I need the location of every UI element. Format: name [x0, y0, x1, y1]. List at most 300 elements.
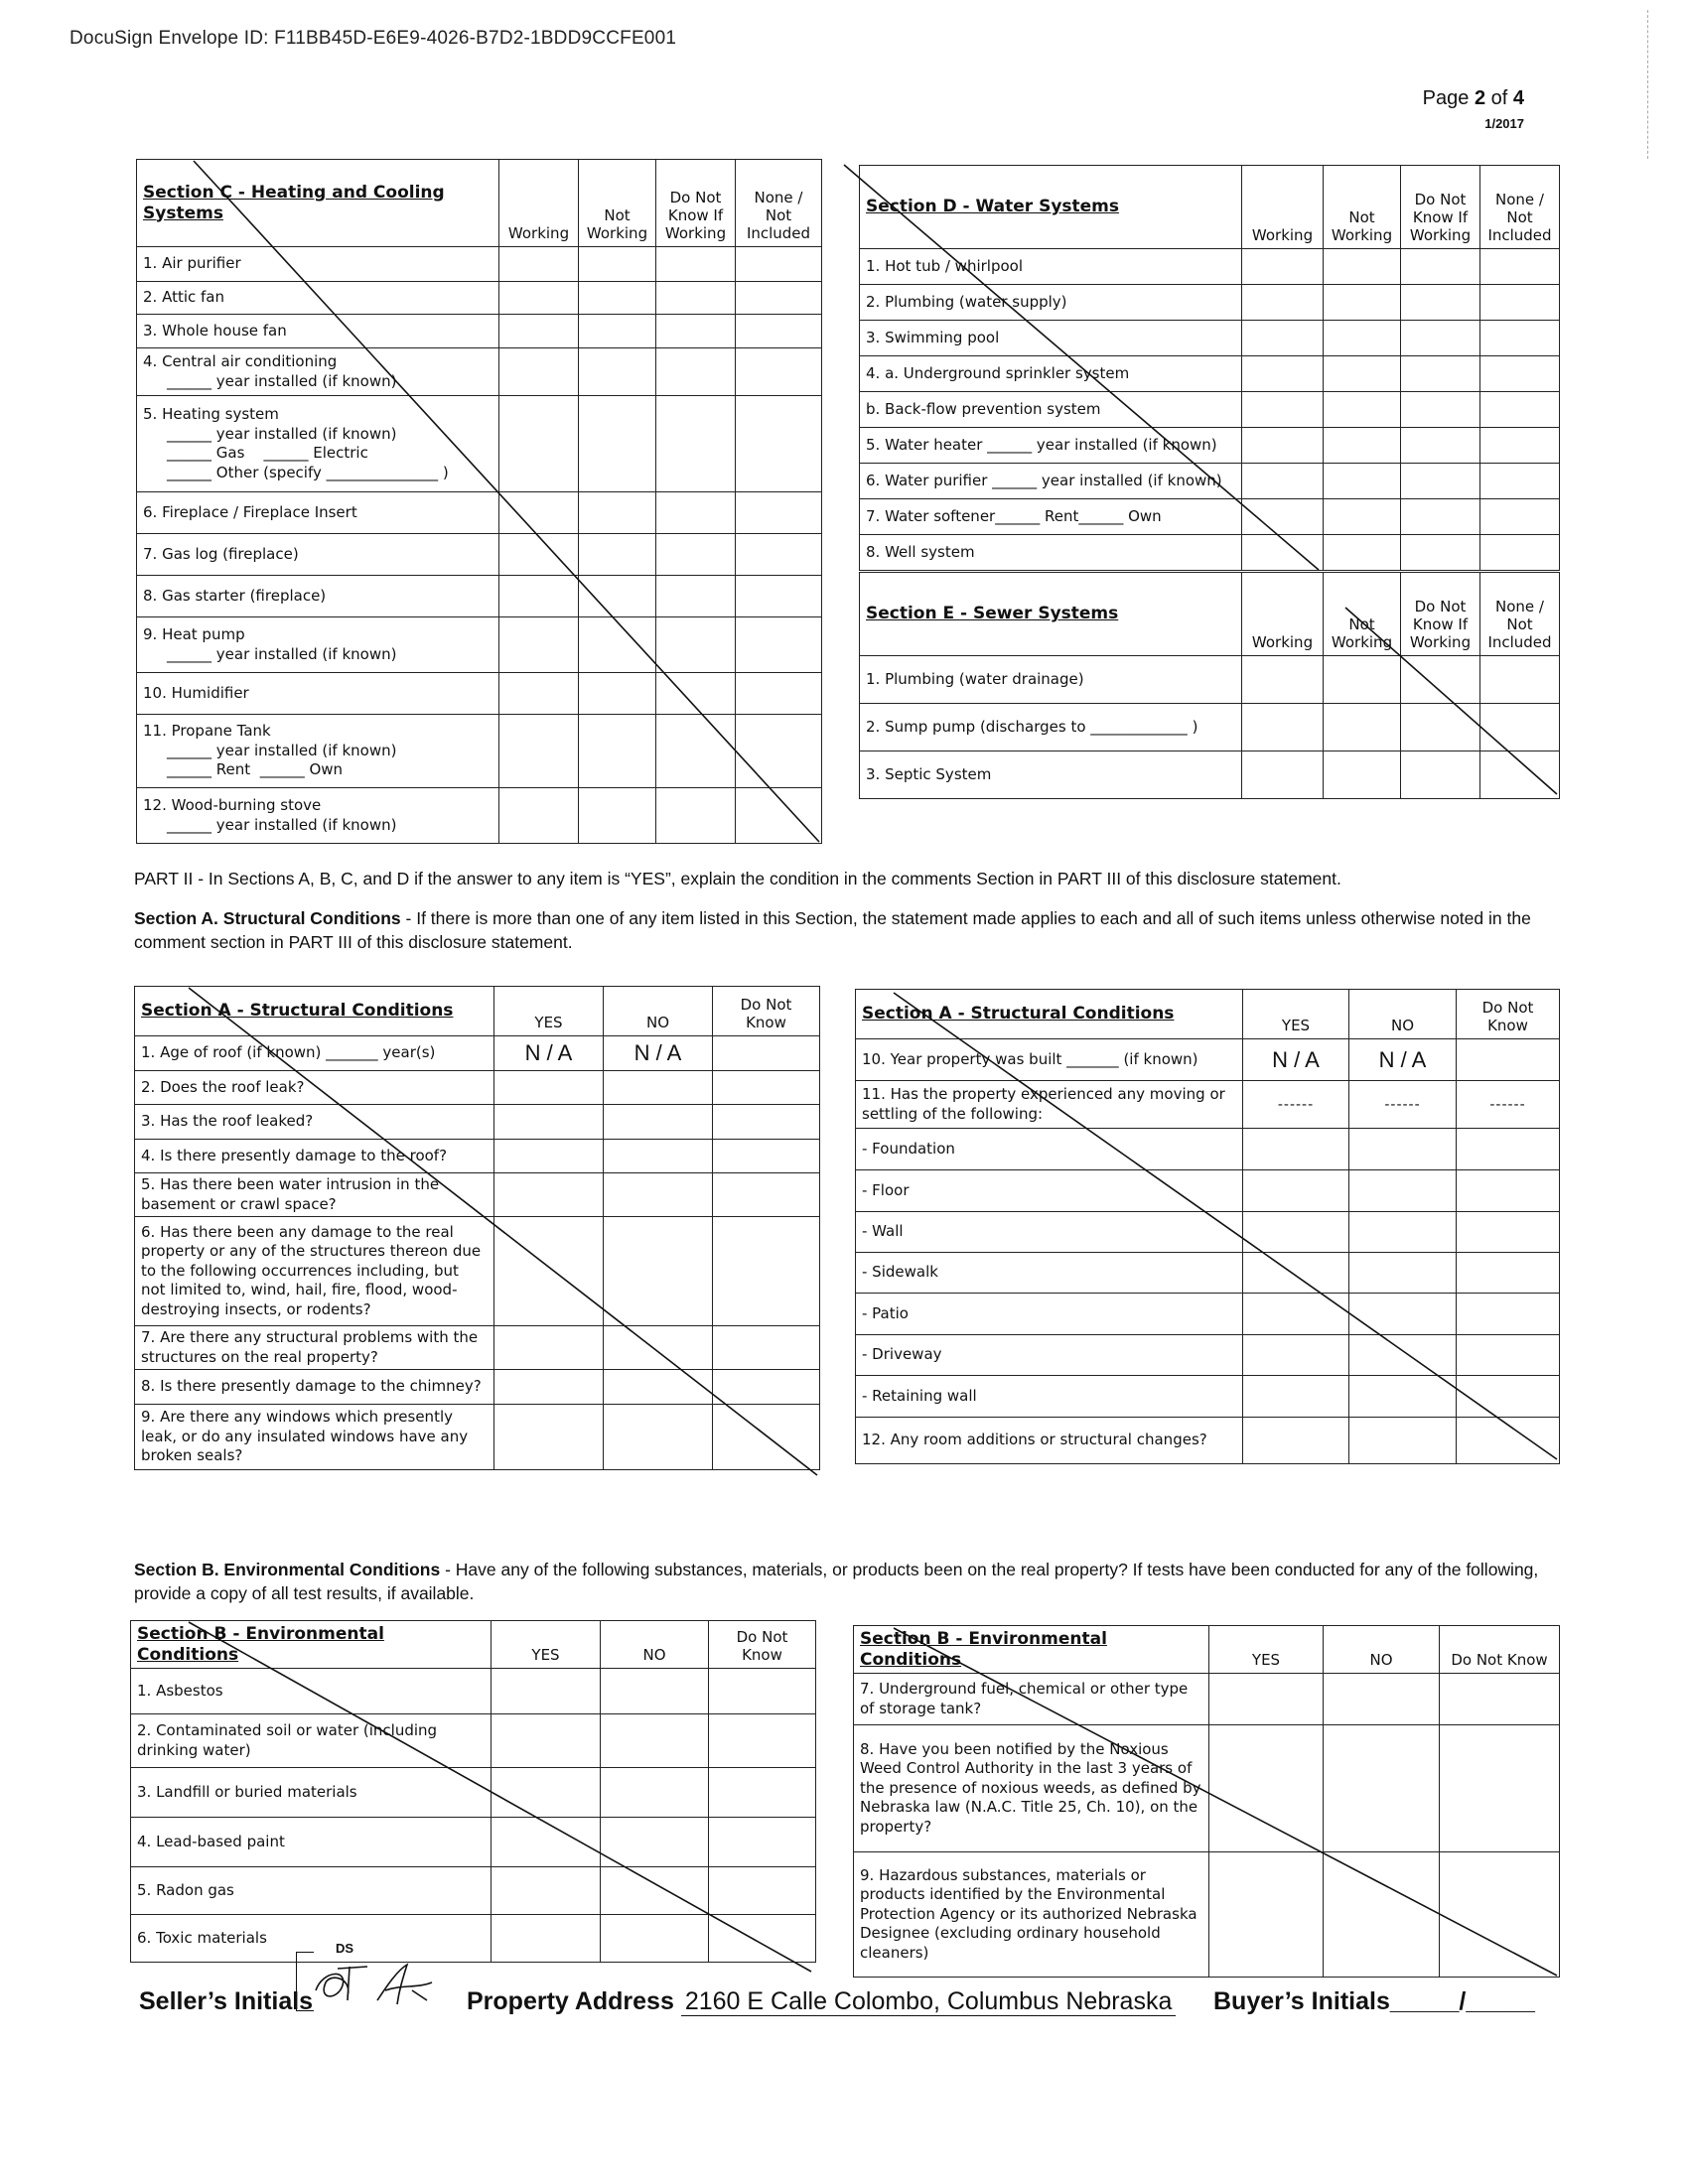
item-contaminated-soil: 2. Contaminated soil or water (including drinking water) [131, 1714, 492, 1768]
section-d-title: Section D - Water Systems [860, 166, 1242, 249]
dash-no: ------ [1349, 1081, 1457, 1129]
roof-age-no[interactable]: N / A [604, 1036, 713, 1071]
cell-checkbox[interactable] [1243, 1212, 1349, 1253]
cell-checkbox[interactable] [713, 1370, 820, 1405]
cell-checkbox[interactable] [1480, 751, 1560, 799]
propane-label: 11. Propane Tank [143, 722, 271, 741]
address-value[interactable]: 2160 E Calle Colombo, Columbus Nebraska [681, 1987, 1177, 2016]
col-none: None / Not Included [1480, 166, 1560, 249]
cell-checkbox[interactable] [1480, 392, 1560, 428]
page-of: of [1490, 87, 1508, 109]
item-well-system: 8. Well system [860, 535, 1242, 571]
col-no: NO [604, 987, 713, 1036]
cell-checkbox[interactable] [601, 1915, 709, 1963]
heat-pump-label: 9. Heat pump [143, 625, 245, 643]
item-heating-system [137, 396, 499, 492]
item-hot-tub: 1. Hot tub / whirlpool [860, 249, 1242, 285]
item-heat-pump [137, 617, 499, 673]
heat-pump-year[interactable]: ______ year installed (if known) [167, 644, 397, 663]
cell-checkbox[interactable] [494, 1071, 604, 1105]
item-attic-fan: 2. Attic fan [137, 282, 499, 315]
section-b-left-table [130, 1620, 816, 1963]
cell-checkbox[interactable] [1480, 535, 1560, 571]
section-b-intro [134, 1559, 1554, 1605]
cell-checkbox[interactable] [1209, 1852, 1324, 1978]
item-driveway: - Driveway [856, 1335, 1243, 1376]
item-gas-starter: 8. Gas starter (fireplace) [137, 576, 499, 617]
cell-checkbox[interactable] [499, 247, 579, 282]
col-do-not-know: Do Not Know If Working [656, 160, 736, 247]
cell-checkbox[interactable] [1324, 392, 1401, 428]
cell-checkbox[interactable] [736, 617, 822, 673]
cell-checkbox[interactable] [499, 576, 579, 617]
page-current: 2 [1474, 87, 1486, 109]
cell-checkbox[interactable] [1324, 285, 1401, 321]
cell-checkbox[interactable] [604, 1326, 713, 1370]
item-gas-log: 7. Gas log (fireplace) [137, 534, 499, 576]
cell-checkbox[interactable] [579, 715, 656, 788]
cell-checkbox[interactable] [1457, 1039, 1560, 1081]
cell-checkbox[interactable] [499, 396, 579, 492]
cell-checkbox[interactable] [736, 492, 822, 534]
item-retaining-wall: - Retaining wall [856, 1376, 1243, 1418]
cell-checkbox[interactable] [1440, 1725, 1560, 1852]
cell-checkbox[interactable] [1324, 321, 1401, 356]
col-not-working: Not Working [1324, 573, 1401, 656]
buyer-initials-label: Buyer’s Initials [1213, 1987, 1390, 2015]
cell-checkbox[interactable] [736, 715, 822, 788]
item-roof-leak: 2. Does the roof leak? [135, 1071, 494, 1105]
section-b-label: Section B. Environmental Conditions [134, 1560, 441, 1579]
item-structural-problems: 7. Are there any structural problems with the structures on the real property? [135, 1326, 494, 1370]
heating-other[interactable]: ______ Other (specify _______________ ) [167, 463, 449, 481]
cell-checkbox[interactable] [1242, 535, 1324, 571]
cell-checkbox[interactable] [1349, 1170, 1457, 1212]
cell-checkbox[interactable] [1242, 321, 1324, 356]
cell-checkbox[interactable] [1243, 1170, 1349, 1212]
item-property-damage: 6. Has there been any damage to the real property or any of the structures thereon due to the following occurrences including, but not limited to, wind, hail, fire, flood, wood-destroying insects, or rodents? [135, 1217, 494, 1326]
cell-checkbox[interactable] [494, 1370, 604, 1405]
cell-checkbox[interactable] [713, 1173, 820, 1217]
part-ii-intro: PART II - In Sections A, B, C, and D if the answer to any item is “YES”, explain the condition in the comments Section in PART III of this disclosure statement. [134, 869, 1341, 888]
item-water-intrusion: 5. Has there been water intrusion in the basement or crawl space? [135, 1173, 494, 1217]
heating-year[interactable]: ______ year installed (if known) [167, 424, 397, 443]
item-humidifier: 10. Humidifier [137, 673, 499, 715]
cell-checkbox[interactable] [1401, 392, 1480, 428]
cell-checkbox[interactable] [736, 315, 822, 348]
cell-checkbox[interactable] [604, 1173, 713, 1217]
heating-electric[interactable]: ______ Electric [263, 444, 368, 462]
cell-checkbox[interactable] [709, 1915, 816, 1963]
cell-checkbox[interactable] [1401, 656, 1480, 704]
cell-checkbox[interactable] [1243, 1376, 1349, 1418]
cell-checkbox[interactable] [499, 673, 579, 715]
cell-checkbox[interactable] [713, 1405, 820, 1470]
cell-checkbox[interactable] [579, 282, 656, 315]
col-working: Working [1242, 573, 1324, 656]
col-not-working: Not Working [1324, 166, 1401, 249]
cell-checkbox[interactable] [1242, 499, 1324, 535]
cell-checkbox[interactable] [1209, 1725, 1324, 1852]
col-yes: YES [494, 987, 604, 1036]
cell-checkbox[interactable] [709, 1768, 816, 1818]
propane-year[interactable]: ______ year installed (if known) [167, 741, 397, 759]
propane-rent[interactable]: ______ Rent [167, 760, 251, 779]
cell-checkbox[interactable] [1457, 1170, 1560, 1212]
cell-checkbox[interactable] [579, 617, 656, 673]
cell-checkbox[interactable] [1480, 321, 1560, 356]
col-no: NO [1349, 990, 1457, 1039]
year-built-yes[interactable]: N / A [1243, 1039, 1349, 1081]
item-propane-tank [137, 715, 499, 788]
cell-checkbox[interactable] [1349, 1294, 1457, 1335]
cell-checkbox[interactable] [604, 1071, 713, 1105]
item-windows: 9. Are there any windows which presently leak, or do any insulated windows have any broken seals? [135, 1405, 494, 1470]
item-fireplace: 6. Fireplace / Fireplace Insert [137, 492, 499, 534]
cell-checkbox[interactable] [579, 673, 656, 715]
col-do-not-know: Do Not Know If Working [1401, 166, 1480, 249]
cell-checkbox[interactable] [499, 715, 579, 788]
cell-checkbox[interactable] [656, 396, 736, 492]
cell-checkbox[interactable] [601, 1867, 709, 1915]
cell-checkbox[interactable] [1440, 1852, 1560, 1978]
item-patio: - Patio [856, 1294, 1243, 1335]
cell-checkbox[interactable] [709, 1714, 816, 1768]
cell-checkbox[interactable] [499, 492, 579, 534]
item-central-air [137, 348, 499, 396]
col-no: NO [1324, 1626, 1440, 1674]
cell-checkbox[interactable] [1243, 1294, 1349, 1335]
cell-checkbox[interactable] [579, 396, 656, 492]
cell-checkbox[interactable] [1401, 704, 1480, 751]
cell-checkbox[interactable] [579, 576, 656, 617]
cell-checkbox[interactable] [1349, 1129, 1457, 1170]
cell-checkbox[interactable] [713, 1071, 820, 1105]
cell-checkbox[interactable] [1401, 464, 1480, 499]
cell-checkbox[interactable] [1480, 285, 1560, 321]
cell-checkbox[interactable] [656, 492, 736, 534]
cell-checkbox[interactable] [709, 1669, 816, 1714]
cell-checkbox[interactable] [492, 1867, 601, 1915]
cell-checkbox[interactable] [1457, 1253, 1560, 1294]
section-b-right-table [853, 1625, 1560, 1978]
item-noxious-weeds: 8. Have you been notified by the Noxious Weed Control Authority in the last 3 years of the presence of noxious weeds, as defined by Nebraska law (N.A.C. Title 25, Ch. 10), on the property? [854, 1725, 1209, 1852]
cell-checkbox[interactable] [1242, 464, 1324, 499]
central-air-year[interactable]: ______ year installed (if known) [167, 371, 397, 390]
heating-gas[interactable]: ______ Gas [167, 444, 245, 462]
cell-checkbox[interactable] [579, 247, 656, 282]
cell-checkbox[interactable] [492, 1818, 601, 1867]
cell-checkbox[interactable] [736, 396, 822, 492]
cell-checkbox[interactable] [601, 1818, 709, 1867]
item-sprinkler: 4. a. Underground sprinkler system [860, 356, 1242, 392]
cell-checkbox[interactable] [604, 1217, 713, 1326]
col-yes: YES [1209, 1626, 1324, 1674]
cell-checkbox[interactable] [494, 1217, 604, 1326]
item-toxic-materials: 6. Toxic materials [131, 1915, 492, 1963]
col-do-not-know: Do Not Know [1440, 1626, 1560, 1674]
cell-checkbox[interactable] [1457, 1376, 1560, 1418]
central-air-label: 4. Central air conditioning [143, 352, 338, 370]
item-underground-tank: 7. Underground fuel, chemical or other type of storage tank? [854, 1674, 1209, 1725]
col-yes: YES [492, 1621, 601, 1669]
item-lead-paint: 4. Lead-based paint [131, 1818, 492, 1867]
cell-checkbox[interactable] [1324, 751, 1401, 799]
item-roof-age: 1. Age of roof (if known) _______ year(s) [135, 1036, 494, 1071]
docusign-ds-label: DS [336, 1941, 354, 1956]
cell-checkbox[interactable] [1242, 428, 1324, 464]
cell-checkbox[interactable] [1324, 704, 1401, 751]
cell-checkbox[interactable] [604, 1370, 713, 1405]
cell-checkbox[interactable] [1349, 1335, 1457, 1376]
cell-checkbox[interactable] [1401, 751, 1480, 799]
cell-checkbox[interactable] [1349, 1376, 1457, 1418]
section-a-right-table [855, 989, 1560, 1464]
cell-checkbox[interactable] [1242, 249, 1324, 285]
cell-checkbox[interactable] [1480, 499, 1560, 535]
cell-checkbox[interactable] [494, 1173, 604, 1217]
cell-checkbox[interactable] [601, 1714, 709, 1768]
revision-date: 1/2017 [1484, 116, 1524, 131]
cell-checkbox[interactable] [736, 282, 822, 315]
item-septic: 3. Septic System [860, 751, 1242, 799]
seller-initials-signature [308, 1961, 447, 2010]
cell-checkbox[interactable] [1242, 392, 1324, 428]
section-a-right-title: Section A - Structural Conditions [856, 990, 1243, 1039]
page-label: Page [1422, 87, 1470, 109]
section-b-right-title: Section B - Environmental Conditions [854, 1626, 1209, 1674]
heating-label: 5. Heating system [143, 405, 279, 423]
item-swimming-pool: 3. Swimming pool [860, 321, 1242, 356]
envelope-id: DocuSign Envelope ID: F11BB45D-E6E9-4026-B7D2-1BDD9CCFE001 [70, 28, 677, 49]
buyer-initials [1213, 1987, 1535, 2016]
section-b-text: - Have any of the following substances, materials, or products been on the real property? If tests have been conducted for any of the following, provide a copy of all test results, if available. [134, 1560, 1539, 1603]
cell-checkbox[interactable] [1324, 428, 1401, 464]
cell-checkbox[interactable] [1324, 1852, 1440, 1978]
cell-checkbox[interactable] [1440, 1674, 1560, 1725]
cell-checkbox[interactable] [736, 534, 822, 576]
item-plumbing-drainage: 1. Plumbing (water drainage) [860, 656, 1242, 704]
cell-checkbox[interactable] [736, 788, 822, 844]
cell-checkbox[interactable] [492, 1714, 601, 1768]
col-do-not-know: Do Not Know If Working [1401, 573, 1480, 656]
cell-checkbox[interactable] [604, 1105, 713, 1140]
item-year-built: 10. Year property was built _______ (if known) [856, 1039, 1243, 1081]
cell-checkbox[interactable] [1349, 1253, 1457, 1294]
cell-checkbox[interactable] [1243, 1129, 1349, 1170]
section-a-intro [134, 907, 1554, 954]
cell-checkbox[interactable] [1457, 1294, 1560, 1335]
cell-checkbox[interactable] [1324, 356, 1401, 392]
cell-checkbox[interactable] [1457, 1335, 1560, 1376]
address-label: Property Address [467, 1987, 674, 2015]
cell-checkbox[interactable] [656, 788, 736, 844]
cell-checkbox[interactable] [579, 492, 656, 534]
cell-checkbox[interactable] [1324, 1725, 1440, 1852]
cell-checkbox[interactable] [1349, 1418, 1457, 1464]
cell-checkbox[interactable] [656, 715, 736, 788]
cell-checkbox[interactable] [709, 1818, 816, 1867]
cell-checkbox[interactable] [494, 1140, 604, 1173]
cell-checkbox[interactable] [1243, 1253, 1349, 1294]
section-a-text: - If there is more than one of any item listed in this Section, the statement made applies to each and all of such items unless otherwise noted in the comment section in PART III of this disclosure statement. [134, 908, 1531, 952]
cell-checkbox[interactable] [601, 1669, 709, 1714]
dash-dnk: ------ [1457, 1081, 1560, 1129]
cell-checkbox[interactable] [656, 315, 736, 348]
cell-checkbox[interactable] [1401, 535, 1480, 571]
year-built-no[interactable]: N / A [1349, 1039, 1457, 1081]
cell-checkbox[interactable] [494, 1105, 604, 1140]
section-a-title: Section A - Structural Conditions [135, 987, 494, 1036]
cell-checkbox[interactable] [736, 673, 822, 715]
item-moving-settling: 11. Has the property experienced any moving or settling of the following: [856, 1081, 1243, 1129]
cell-checkbox[interactable] [1401, 321, 1480, 356]
col-yes: YES [1243, 990, 1349, 1039]
cell-checkbox[interactable] [604, 1405, 713, 1470]
cell-checkbox[interactable] [656, 576, 736, 617]
item-wall: - Wall [856, 1212, 1243, 1253]
item-radon: 5. Radon gas [131, 1867, 492, 1915]
cell-checkbox[interactable] [1457, 1129, 1560, 1170]
cell-checkbox[interactable] [713, 1036, 820, 1071]
cell-checkbox[interactable] [656, 282, 736, 315]
cell-checkbox[interactable] [494, 1326, 604, 1370]
cell-checkbox[interactable] [499, 315, 579, 348]
cell-checkbox[interactable] [1324, 656, 1401, 704]
cell-checkbox[interactable] [499, 348, 579, 396]
cell-checkbox[interactable] [656, 617, 736, 673]
wood-stove-year[interactable]: ______ year installed (if known) [167, 815, 397, 834]
cell-checkbox[interactable] [713, 1326, 820, 1370]
cell-checkbox[interactable] [656, 348, 736, 396]
cell-checkbox[interactable] [499, 617, 579, 673]
cell-checkbox[interactable] [492, 1768, 601, 1818]
item-water-purifier: 6. Water purifier ______ year installed (if known) [860, 464, 1242, 499]
cell-checkbox[interactable] [492, 1669, 601, 1714]
cell-checkbox[interactable] [1209, 1674, 1324, 1725]
item-plumbing-supply: 2. Plumbing (water supply) [860, 285, 1242, 321]
cell-checkbox[interactable] [1401, 249, 1480, 285]
cell-checkbox[interactable] [601, 1768, 709, 1818]
item-water-softener: 7. Water softener______ Rent______ Own [860, 499, 1242, 535]
cell-checkbox[interactable] [579, 534, 656, 576]
cell-checkbox[interactable] [1242, 285, 1324, 321]
page-number [1423, 87, 1524, 110]
item-roof-leaked: 3. Has the roof leaked? [135, 1105, 494, 1140]
item-foundation: - Foundation [856, 1129, 1243, 1170]
margin-line [1647, 10, 1648, 159]
cell-checkbox[interactable] [656, 534, 736, 576]
cell-checkbox[interactable] [1401, 428, 1480, 464]
cell-checkbox[interactable] [1480, 464, 1560, 499]
cell-checkbox[interactable] [499, 534, 579, 576]
section-e-title: Section E - Sewer Systems [860, 573, 1242, 656]
cell-checkbox[interactable] [1324, 1674, 1440, 1725]
cell-checkbox[interactable] [1457, 1418, 1560, 1464]
cell-checkbox[interactable] [499, 788, 579, 844]
wood-stove-label: 12. Wood-burning stove [143, 796, 322, 814]
cell-checkbox[interactable] [492, 1915, 601, 1963]
item-sump-pump: 2. Sump pump (discharges to _____________ ) [860, 704, 1242, 751]
item-chimney: 8. Is there presently damage to the chimney? [135, 1370, 494, 1405]
cell-checkbox[interactable] [579, 348, 656, 396]
cell-checkbox[interactable] [1243, 1418, 1349, 1464]
section-c-table [136, 159, 822, 844]
section-a-left-table [134, 986, 820, 1470]
roof-age-yes[interactable]: N / A [494, 1036, 604, 1071]
cell-checkbox[interactable] [1480, 249, 1560, 285]
cell-checkbox[interactable] [1324, 535, 1401, 571]
col-do-not-know: Do Not Know [709, 1621, 816, 1669]
col-none: None / Not Included [1480, 573, 1560, 656]
cell-checkbox[interactable] [1401, 499, 1480, 535]
cell-checkbox[interactable] [1324, 499, 1401, 535]
cell-checkbox[interactable] [1480, 356, 1560, 392]
section-d-table [859, 165, 1560, 571]
cell-checkbox[interactable] [656, 247, 736, 282]
item-floor: - Floor [856, 1170, 1243, 1212]
cell-checkbox[interactable] [1457, 1212, 1560, 1253]
item-sidewalk: - Sidewalk [856, 1253, 1243, 1294]
cell-checkbox[interactable] [579, 315, 656, 348]
item-wood-stove [137, 788, 499, 844]
cell-checkbox[interactable] [1243, 1335, 1349, 1376]
seller-initials-label: Seller’s Initials [139, 1987, 314, 2015]
page-total: 4 [1512, 87, 1524, 109]
cell-checkbox[interactable] [1242, 656, 1324, 704]
cell-checkbox[interactable] [1401, 356, 1480, 392]
cell-checkbox[interactable] [1324, 464, 1401, 499]
cell-checkbox[interactable] [736, 576, 822, 617]
item-water-heater: 5. Water heater ______ year installed (if known) [860, 428, 1242, 464]
cell-checkbox[interactable] [709, 1867, 816, 1915]
col-not-working: Not Working [579, 160, 656, 247]
cell-checkbox[interactable] [1242, 704, 1324, 751]
cell-checkbox[interactable] [494, 1405, 604, 1470]
cell-checkbox[interactable] [1349, 1212, 1457, 1253]
cell-checkbox[interactable] [736, 247, 822, 282]
cell-checkbox[interactable] [713, 1140, 820, 1173]
cell-checkbox[interactable] [713, 1217, 820, 1326]
item-backflow: b. Back-flow prevention system [860, 392, 1242, 428]
cell-checkbox[interactable] [1480, 704, 1560, 751]
item-asbestos: 1. Asbestos [131, 1669, 492, 1714]
col-no: NO [601, 1621, 709, 1669]
cell-checkbox[interactable] [1480, 656, 1560, 704]
col-do-not-know: Do Not Know [1457, 990, 1560, 1039]
cell-checkbox[interactable] [579, 788, 656, 844]
propane-own[interactable]: ______ Own [259, 760, 344, 779]
cell-checkbox[interactable] [499, 282, 579, 315]
cell-checkbox[interactable] [656, 673, 736, 715]
section-e-table [859, 572, 1560, 799]
cell-checkbox[interactable] [604, 1140, 713, 1173]
item-air-purifier: 1. Air purifier [137, 247, 499, 282]
cell-checkbox[interactable] [1480, 428, 1560, 464]
buyer-initials-field[interactable]: _____/_____ [1389, 1987, 1535, 2015]
cell-checkbox[interactable] [1401, 285, 1480, 321]
cell-checkbox[interactable] [713, 1105, 820, 1140]
item-room-additions: 12. Any room additions or structural changes? [856, 1418, 1243, 1464]
cell-checkbox[interactable] [736, 348, 822, 396]
cell-checkbox[interactable] [1242, 751, 1324, 799]
property-address [467, 1987, 1176, 2016]
item-landfill: 3. Landfill or buried materials [131, 1768, 492, 1818]
section-b-title: Section B - Environmental Conditions [131, 1621, 492, 1669]
cell-checkbox[interactable] [1324, 249, 1401, 285]
cell-checkbox[interactable] [1242, 356, 1324, 392]
col-none: None / Not Included [736, 160, 822, 247]
